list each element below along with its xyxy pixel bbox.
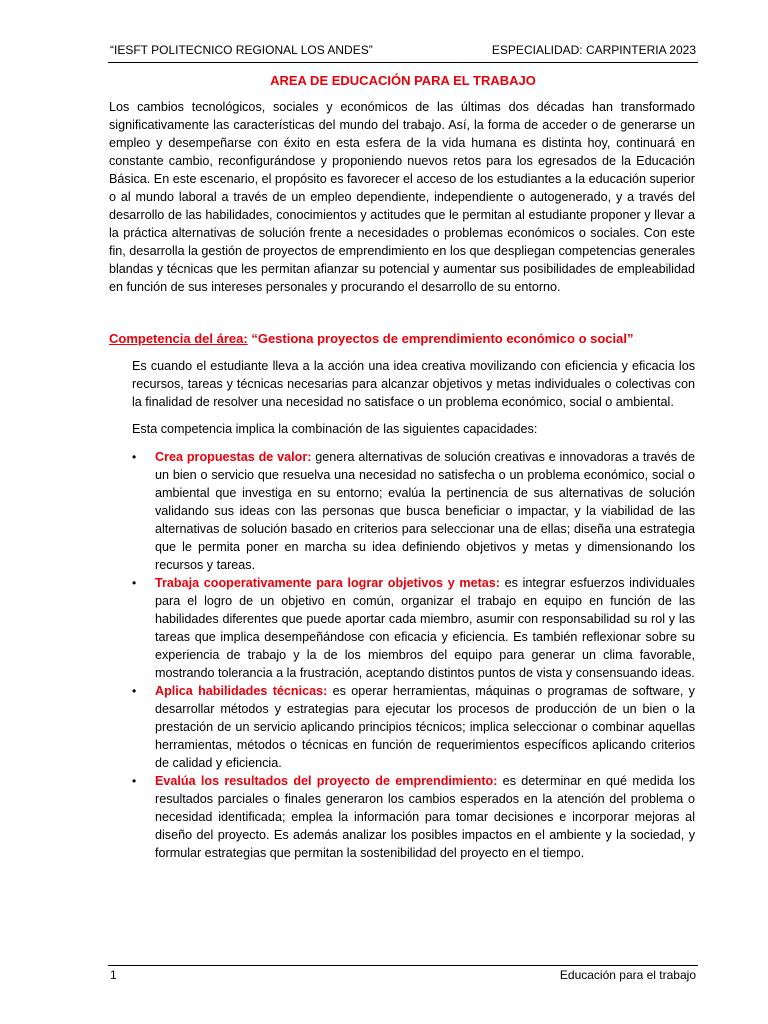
header-institution: “IESFT POLITECNICO REGIONAL LOS ANDES” [110,43,373,57]
list-item [132,448,695,574]
page-title: AREA DE EDUCACIÓN PARA EL TRABAJO [270,73,536,88]
intro-paragraph: Los cambios tecnológicos, sociales y económicos de las últimas dos décadas han transformado significativamente las características del mundo del trabajo. Así, la forma de acceder o de generarse un empleo y desempeñarse con éxito en esta esfera de la vida humana es distinta hoy, continuará en constante cambio, reconfigurándose y proponiendo nuevos retos para los egresados de la Educación Básica. En este escenario, el propósito es favorecer el acceso de los estudiantes a la educación superior o al mundo laboral a través de un empleo dependiente, independiente o autogenerado, y a través del desarrollo de las habilidades, conocimientos y actitudes que le permitan al estudiante proponer y llevar a la práctica alternativas de solución frente a necesidades o problemas económicos o sociales. Con este fin, desarrolla la gestión de proyectos de emprendimiento en los que despliegan competencias generales blandas y técnicas que les permitan afianzar su potencial y aumentar sus posibilidades de empleabilidad en función de sus intereses personales y procurando el desarrollo de su entorno. [109,100,695,294]
competencia-label: Competencia del área: [109,331,248,346]
capacidades-intro: Esta competencia implica la combinación de las siguientes capacidades: [132,422,538,436]
capacidad-text: es integrar esfuerzos individuales para el logro de un objetivo en común, organizar el trabajo en equipo en función de las habilidades diferentes que puede aportar cada miembro, asumir con responsabilidad su rol y las tareas que implica desempeñándose con eficacia y eficiencia. Es también reflexionar sobre su experiencia de trabajo y la de los miembros del equipo para generar un clima favorable, mostrando tolerancia a la frustración, aceptando distintos puntos de vista y consensuando ideas. [155,576,695,680]
capacidades-list [132,448,695,862]
competencia-description: Es cuando el estudiante lleva a la acción una idea creativa movilizando con eficiencia y eficacia los recursos, tareas y técnicas necesarias para alcanzar objetivos y metas individuales o colectivas con la finalidad de resolver una necesidad no satisface o un problema económico, social o ambiental. [132,359,695,409]
bullet-icon: • [132,576,137,590]
bullet-icon: • [132,450,137,464]
header-specialty: ESPECIALIDAD: CARPINTERIA 2023 [491,43,696,57]
capacidad-name: Trabaja cooperativamente para lograr objetivos y metas: [155,576,500,590]
capacidad-text: genera alternativas de solución creativas e innovadoras a través de un bien o servicio que resuelva una necesidad no satisfecha o un problema económico, social o ambiental que investiga en su entorno; evalúa la pertinencia de sus alternativas de solución validando sus ideas con las personas que busca beneficiar o impactar, y la viabilidad de las alternativas de solución basado en criterios para seleccionar una de ellas; diseña una estrategia que le permita poner en marcha su idea definiendo objetivos y metas y dimensionando los recursos y tareas. [155,450,696,572]
competencia-heading [109,330,695,348]
capacidad-name: Aplica habilidades técnicas: [155,684,328,698]
list-item [132,574,695,682]
capacidad-text: es operar herramientas, máquinas o programas de software, y desarrollar métodos y estrategias para ejecutar los procesos de producción de un bien o la prestación de un servicio aplicando principios técnicos; implica seleccionar o combinar aquellas herramientas, métodos o técnicas en función de requerimientos específicos aplicando criterios de calidad y eficiencia. [155,684,695,770]
page-header [110,42,696,58]
competencia-name: “Gestiona proyectos de emprendimiento económico o social” [247,331,634,346]
bullet-icon: • [132,684,137,698]
list-item [132,682,695,772]
footer-divider [108,965,698,966]
page-number: 1 [110,968,117,982]
header-divider [108,62,698,63]
capacidad-name: Evalúa los resultados del proyecto de emprendimiento: [155,774,498,788]
capacidad-name: Crea propuestas de valor: [155,450,312,464]
page-footer [110,967,696,983]
bullet-icon: • [132,774,137,788]
footer-title: Educación para el trabajo [559,968,696,982]
list-item [132,772,695,862]
capacidad-text: es determinar en qué medida los resultados parciales o finales generaron los cambios esperados en la atención del problema o necesidad identificada; emplea la información para tomar decisiones e incorporar mejoras al diseño del proyecto. Es además analizar los posibles impactos en el ambiente y la sociedad, y formular estrategias que permitan la sostenibilidad del proyecto en el tiempo. [155,774,695,860]
